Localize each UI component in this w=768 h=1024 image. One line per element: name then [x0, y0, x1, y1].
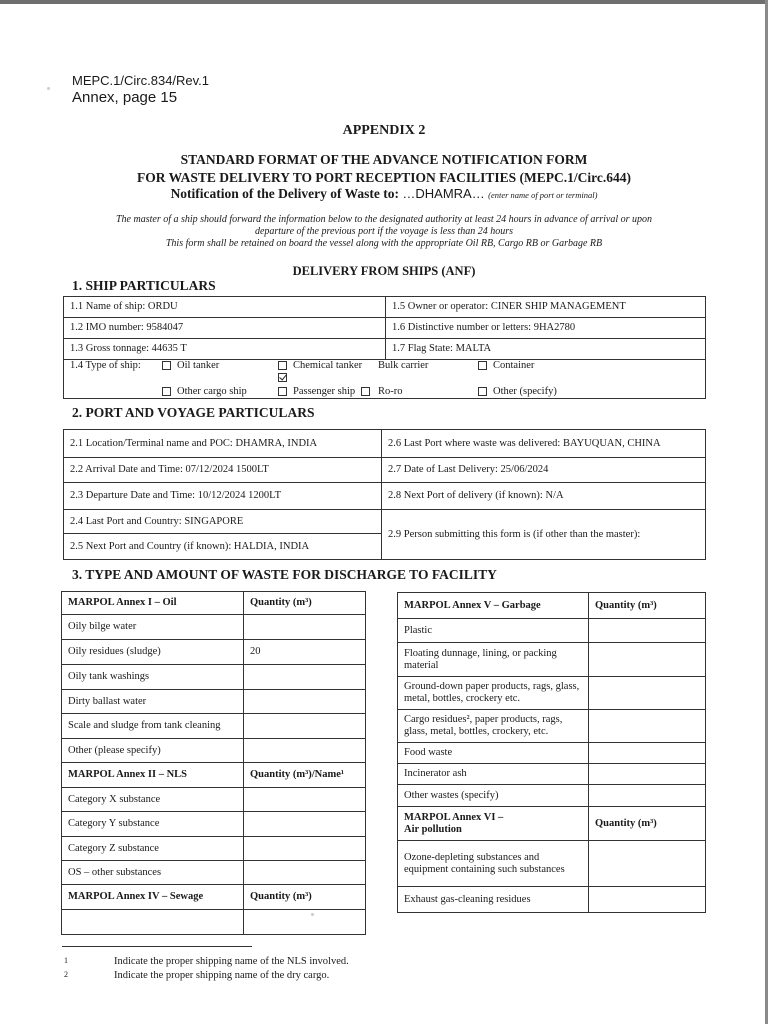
checkbox[interactable]	[162, 387, 171, 396]
notification-port: …DHAMRA…	[402, 186, 485, 201]
table-row	[62, 665, 366, 690]
quantity-cell[interactable]	[244, 910, 366, 935]
checkbox[interactable]	[361, 387, 370, 396]
annex1-qty-header: Quantity (m³)	[244, 592, 366, 615]
checkbox[interactable]	[478, 387, 487, 396]
waste-item: Dirty ballast water	[62, 690, 244, 714]
ship-type-option[interactable]: Bulk carrier	[378, 360, 429, 371]
quantity-cell[interactable]	[589, 887, 706, 913]
waste-item: Scale and sludge from tank cleaning	[62, 714, 244, 739]
footnote-1	[64, 956, 464, 970]
table-row	[398, 764, 706, 785]
table-row	[62, 615, 366, 640]
quantity-cell[interactable]	[589, 764, 706, 785]
ship-type-option[interactable]: Passenger ship	[272, 386, 378, 398]
distinctive-number-cell: 1.6 Distinctive number or letters: 9HA2780	[386, 318, 706, 339]
checkbox[interactable]	[278, 387, 287, 396]
section2-heading: 2. PORT AND VOYAGE PARTICULARS	[72, 405, 315, 420]
form-title-line1: STANDARD FORMAT OF THE ADVANCE NOTIFICATION FORM	[180, 152, 588, 167]
quantity-cell[interactable]	[244, 837, 366, 861]
waste-item: Oily bilge water	[62, 615, 244, 640]
ship-type-label: 1.4 Type of ship:	[70, 360, 141, 371]
footnote-2	[64, 970, 464, 984]
annex2-title: MARPOL Annex II – NLS	[62, 763, 244, 788]
quantity-cell[interactable]	[244, 714, 366, 739]
annex-page: Annex, page 15	[72, 89, 178, 106]
waste-item: Cargo residues², paper products, rags, glass, metal, bottles, crockery, etc.	[398, 710, 589, 743]
annex5-qty-header: Quantity (m³)	[589, 593, 706, 619]
waste-item: Plastic	[398, 619, 589, 643]
departure-cell: 2.3 Departure Date and Time: 10/12/2024 1200LT	[64, 483, 382, 510]
appendix-title: APPENDIX 2	[342, 123, 426, 138]
table-row	[398, 743, 706, 764]
last-delivery-date-cell: 2.7 Date of Last Delivery: 25/06/2024	[382, 458, 706, 483]
waste-item: Other wastes (specify)	[398, 785, 589, 807]
table-row	[398, 710, 706, 743]
quantity-cell[interactable]	[589, 841, 706, 887]
ship-particulars-table	[63, 296, 706, 399]
intro-line: departure of the previous port if the voyage is less than 24 hours	[254, 226, 514, 237]
annex4-title: MARPOL Annex IV – Sewage	[62, 885, 244, 910]
ship-type-option[interactable]: Container	[472, 360, 592, 384]
delivery-heading: DELIVERY FROM SHIPS (ANF)	[292, 264, 476, 278]
last-waste-port-cell: 2.6 Last Port where waste was delivered: BAYUQUAN, CHINA	[382, 430, 706, 458]
annex2-qty-header: Quantity (m³)/Name¹	[244, 763, 366, 788]
ship-type-option[interactable]: Other cargo ship	[156, 386, 272, 398]
waste-item: Category Z substance	[62, 837, 244, 861]
section3-heading: 3. TYPE AND AMOUNT OF WASTE FOR DISCHARGE TO FACILITY	[72, 567, 497, 582]
checkbox[interactable]	[278, 361, 287, 370]
annex4-header-row	[62, 885, 366, 910]
table-row	[62, 837, 366, 861]
footnote-number: 1	[64, 956, 68, 965]
annex5-title: MARPOL Annex V – Garbage	[398, 593, 589, 619]
quantity-cell[interactable]	[244, 861, 366, 885]
circular-reference: MEPC.1/Circ.834/Rev.1	[72, 73, 210, 88]
table-row	[62, 690, 366, 714]
waste-item: Other (please specify)	[62, 739, 244, 763]
scan-edge-top	[0, 0, 768, 4]
quantity-cell[interactable]	[244, 665, 366, 690]
table-row	[64, 318, 706, 339]
checked-checkbox[interactable]	[278, 373, 287, 382]
table-row	[64, 339, 706, 360]
annex2-header-row	[62, 763, 366, 788]
checkbox[interactable]	[478, 361, 487, 370]
intro-line: The master of a ship should forward the information below to the designated authority at least 24 hours in advance of arrival or upon	[115, 214, 652, 225]
owner-cell: 1.5 Owner or operator: CINER SHIP MANAGEMENT	[386, 297, 706, 318]
table-row	[62, 812, 366, 837]
table-row	[64, 510, 706, 534]
ship-type-option[interactable]: Ro-ro	[378, 386, 403, 397]
quantity-cell[interactable]	[244, 812, 366, 837]
location-cell: 2.1 Location/Terminal name and POC: DHAMRA, INDIA	[64, 430, 382, 458]
table-row	[62, 910, 366, 935]
scan-speck	[47, 87, 50, 90]
notification-prefix: Notification of the Delivery of Waste to:	[170, 186, 403, 201]
quantity-cell[interactable]	[589, 743, 706, 764]
table-row	[398, 887, 706, 913]
quantity-cell[interactable]	[589, 785, 706, 807]
port-voyage-table	[63, 429, 706, 560]
waste-item: Category Y substance	[62, 812, 244, 837]
table-row	[398, 785, 706, 807]
checkbox[interactable]	[162, 361, 171, 370]
table-row	[398, 643, 706, 677]
annex1-title: MARPOL Annex I – Oil	[62, 592, 244, 615]
form-title-line2: FOR WASTE DELIVERY TO PORT RECEPTION FACILITIES (MEPC.1/Circ.644)	[137, 170, 631, 185]
quantity-cell[interactable]	[244, 615, 366, 640]
waste-item: Floating dunnage, lining, or packing material	[398, 643, 589, 677]
footnote-text: Indicate the proper shipping name of the NLS involved.	[114, 956, 349, 967]
annex6-qty-header: Quantity (m³)	[589, 807, 706, 841]
annex6-header-row	[398, 807, 706, 841]
waste-item: Oily tank washings	[62, 665, 244, 690]
ship-type-row	[64, 360, 706, 399]
quantity-cell[interactable]	[589, 677, 706, 710]
intro-line: This form shall be retained on board the vessel along with the appropriate Oil RB, Cargo RB or Garbage RB	[165, 238, 603, 249]
table-row	[62, 739, 366, 763]
quantity-cell[interactable]	[589, 619, 706, 643]
quantity-cell[interactable]	[244, 739, 366, 763]
last-port-cell: 2.4 Last Port and Country: SINGAPORE	[64, 510, 382, 534]
next-delivery-port-cell: 2.8 Next Port of delivery (if known): N/A	[382, 483, 706, 510]
footnote-separator	[62, 946, 252, 947]
quantity-cell[interactable]	[589, 710, 706, 743]
table-row	[62, 861, 366, 885]
annex5-header-row	[398, 593, 706, 619]
waste-item: Exhaust gas-cleaning residues	[398, 887, 589, 913]
person-submitting-cell: 2.9 Person submitting this form is (if other than the master):	[382, 510, 706, 560]
ship-type-option[interactable]: Oil tanker	[156, 360, 272, 384]
waste-item: OS – other substances	[62, 861, 244, 885]
table-row	[62, 640, 366, 665]
notification-line	[0, 186, 768, 202]
waste-item: Incinerator ash	[398, 764, 589, 785]
ship-name-cell: 1.1 Name of ship: ORDU	[64, 297, 386, 318]
table-row	[64, 483, 706, 510]
footnote-number: 2	[64, 970, 68, 979]
blank-cell[interactable]	[62, 910, 244, 935]
ship-type-option[interactable]: Chemical tanker	[272, 360, 378, 384]
imo-cell: 1.2 IMO number: 9584047	[64, 318, 386, 339]
waste-item: Category X substance	[62, 788, 244, 812]
quantity-cell[interactable]	[589, 643, 706, 677]
intro-instructions	[60, 214, 708, 250]
gross-tonnage-cell: 1.3 Gross tonnage: 44635 T	[64, 339, 386, 360]
table-row	[398, 619, 706, 643]
quantity-cell[interactable]: 20	[244, 640, 366, 665]
ship-type-option[interactable]: Other (specify)	[472, 386, 592, 398]
flag-state-cell: 1.7 Flag State: MALTA	[386, 339, 706, 360]
table-row	[62, 788, 366, 812]
annex1-header-row	[62, 592, 366, 615]
notification-hint: (enter name of port or terminal)	[488, 190, 598, 200]
next-port-cell: 2.5 Next Port and Country (if known): HALDIA, INDIA	[64, 534, 382, 560]
quantity-cell[interactable]	[244, 788, 366, 812]
section1-heading: 1. SHIP PARTICULARS	[72, 278, 216, 293]
annex4-qty-header: Quantity (m³)	[244, 885, 366, 910]
table-row	[64, 297, 706, 318]
waste-item: Food waste	[398, 743, 589, 764]
table-row	[64, 430, 706, 458]
quantity-cell[interactable]	[244, 690, 366, 714]
waste-item: Ground-down paper products, rags, glass, metal, bottles, crockery etc.	[398, 677, 589, 710]
arrival-cell: 2.2 Arrival Date and Time: 07/12/2024 1500LT	[64, 458, 382, 483]
table-row	[62, 714, 366, 739]
footnote-text: Indicate the proper shipping name of the dry cargo.	[114, 970, 330, 981]
waste-left-table	[61, 591, 366, 935]
waste-item: Ozone-depleting substances and equipment containing such substances	[398, 841, 589, 887]
ship-type-cell	[64, 360, 706, 399]
waste-right-table	[397, 592, 706, 913]
table-row	[64, 458, 706, 483]
table-row	[398, 677, 706, 710]
table-row	[398, 841, 706, 887]
waste-item: Oily residues (sludge)	[62, 640, 244, 665]
annex6-title: MARPOL Annex VI – Air pollution	[398, 807, 589, 841]
